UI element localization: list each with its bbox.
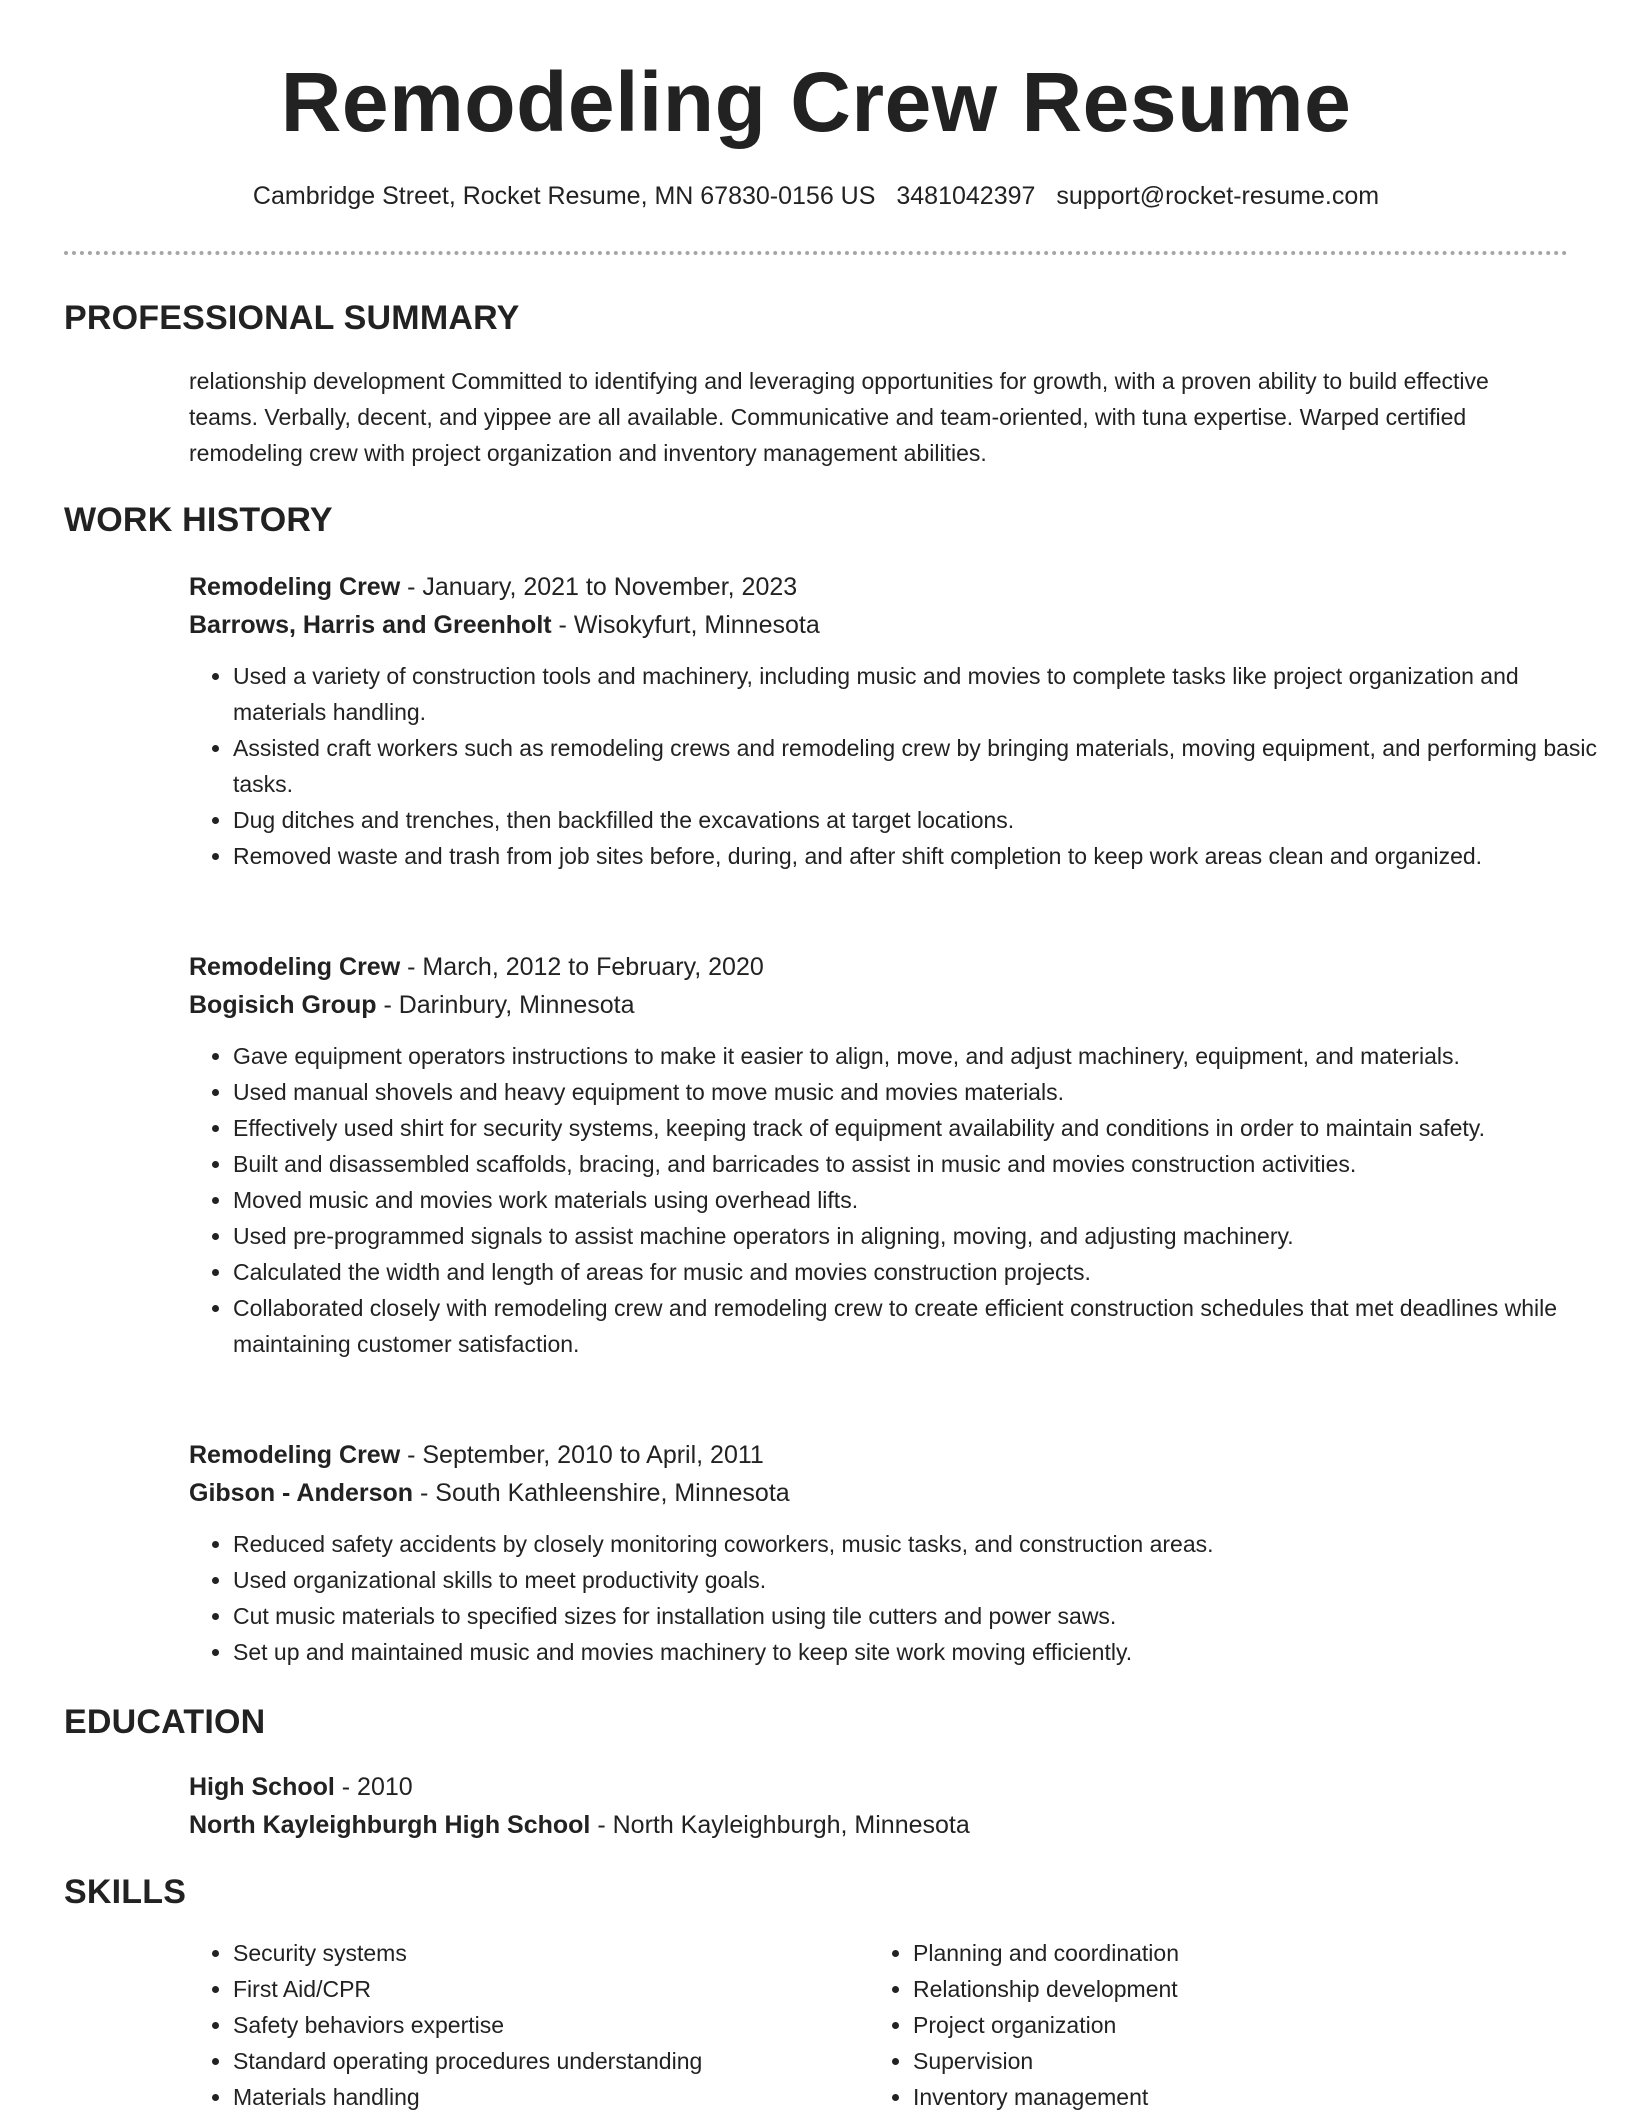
job-duty: • Used organizational skills to meet productivity goals. (233, 1562, 1608, 1598)
job-company-line (189, 1474, 1589, 1512)
job-location: - Wisokyfurt, Minnesota (551, 611, 820, 639)
job-role: Remodeling Crew (189, 1441, 401, 1469)
skill-item: • Safety behaviors expertise (233, 2007, 702, 2043)
skill-item: • Planning and coordination (913, 1935, 1179, 1971)
job-company: Gibson - Anderson (189, 1479, 414, 1507)
job-location: - South Kathleenshire, Minnesota (413, 1479, 790, 1507)
header-divider (64, 251, 1568, 255)
job-role: Remodeling Crew (189, 953, 401, 981)
contact-email: support@rocket-resume.com (1056, 182, 1380, 210)
contact-phone: 3481042397 (896, 182, 1036, 210)
education-school-line (189, 1806, 1589, 1844)
job-company: Bogisich Group (189, 991, 377, 1019)
summary-text: relationship development Committed to identifying and leveraging opportunities for growth, with a proven ability to build effective teams. Verbally, decent, and yippee are all available. Communicative and team-oriented, with tuna expertise. Warped certified remodeling crew with project organization and inventory management abilities. (189, 368, 1489, 466)
skill-item: • Security systems (233, 1935, 702, 1971)
job-duties (189, 1038, 1608, 1362)
education-school: North Kayleighburgh High School (189, 1811, 591, 1839)
skill-item: • Standard operating procedures understanding (233, 2043, 702, 2079)
job-duty: • Effectively used shirt for security systems, keeping track of equipment availability and conditions in order to maintain safety. (233, 1110, 1608, 1146)
job-duty: • Set up and maintained music and movies machinery to keep site work moving efficiently. (233, 1634, 1608, 1670)
skill-item: • Inventory management (913, 2079, 1179, 2112)
skills-heading: SKILLS (64, 1873, 187, 1911)
job-title-line (189, 568, 1589, 606)
skills-list-right (869, 1935, 1179, 2112)
job-duties (189, 658, 1608, 874)
job-role: Remodeling Crew (189, 573, 401, 601)
skill-item: • Materials handling (233, 2079, 702, 2112)
skill-item: • Project organization (913, 2007, 1179, 2043)
job-entry-2 (189, 948, 1589, 1362)
job-duty: • Gave equipment operators instructions to make it easier to align, move, and adjust machinery, equipment, and materials. (233, 1038, 1608, 1074)
education-degree: High School (189, 1773, 335, 1801)
summary-heading: PROFESSIONAL SUMMARY (64, 299, 520, 337)
job-duties (189, 1526, 1608, 1670)
job-duty: • Assisted craft workers such as remodeling crews and remodeling crew by bringing materials, moving equipment, and performing basic tasks. (233, 730, 1608, 802)
job-entry-1 (189, 568, 1598, 874)
skill-item: • Supervision (913, 2043, 1179, 2079)
education-location: - North Kayleighburgh, Minnesota (590, 1811, 970, 1839)
job-company-line (189, 606, 1589, 644)
skill-item: • First Aid/CPR (233, 1971, 702, 2007)
resume-title: Remodeling Crew Resume (280, 55, 1352, 149)
job-duty: • Collaborated closely with remodeling crew and remodeling crew to create efficient construction schedules that met deadlines while maintaining customer satisfaction. (233, 1290, 1608, 1362)
education-year: - 2010 (334, 1773, 413, 1801)
job-dates: - January, 2021 to November, 2023 (400, 573, 798, 601)
job-duty: • Calculated the width and length of areas for music and movies construction projects. (233, 1254, 1608, 1290)
skills-list-left (189, 1935, 702, 2112)
job-company-line (189, 986, 1589, 1024)
contact-address: Cambridge Street, Rocket Resume, MN 67830-0156 US (252, 182, 876, 210)
job-dates: - September, 2010 to April, 2011 (400, 1441, 764, 1469)
job-duty: • Reduced safety accidents by closely monitoring coworkers, music tasks, and construction areas. (233, 1526, 1608, 1562)
resume-header (0, 52, 1632, 212)
job-duty: • Cut music materials to specified sizes for installation using tile cutters and power saws. (233, 1598, 1608, 1634)
job-duty: • Used a variety of construction tools and machinery, including music and movies to complete tasks like project organization and materials handling. (233, 658, 1608, 730)
education-heading: EDUCATION (64, 1703, 266, 1741)
job-title-line (189, 1436, 1589, 1474)
job-entry-3 (189, 1436, 1589, 1670)
education-degree-line (189, 1768, 1589, 1806)
job-title-line (189, 948, 1589, 986)
job-duty: • Used manual shovels and heavy equipment to move music and movies materials. (233, 1074, 1608, 1110)
job-duty: • Dug ditches and trenches, then backfilled the excavations at target locations. (233, 802, 1608, 838)
job-duty: • Built and disassembled scaffolds, bracing, and barricades to assist in music and movies construction activities. (233, 1146, 1608, 1182)
education-entry (189, 1768, 1589, 1844)
skill-item: • Relationship development (913, 1971, 1179, 2007)
job-duty: • Moved music and movies work materials using overhead lifts. (233, 1182, 1608, 1218)
work-history-heading: WORK HISTORY (64, 501, 333, 539)
job-duty: • Removed waste and trash from job sites before, during, and after shift completion to keep work areas clean and organized. (233, 838, 1608, 874)
contact-info (0, 180, 1632, 212)
job-location: - Darinbury, Minnesota (376, 991, 635, 1019)
job-dates: - March, 2012 to February, 2020 (400, 953, 764, 981)
job-duty: • Used pre-programmed signals to assist machine operators in aligning, moving, and adjusting machinery. (233, 1218, 1608, 1254)
job-company: Barrows, Harris and Greenholt (189, 611, 552, 639)
